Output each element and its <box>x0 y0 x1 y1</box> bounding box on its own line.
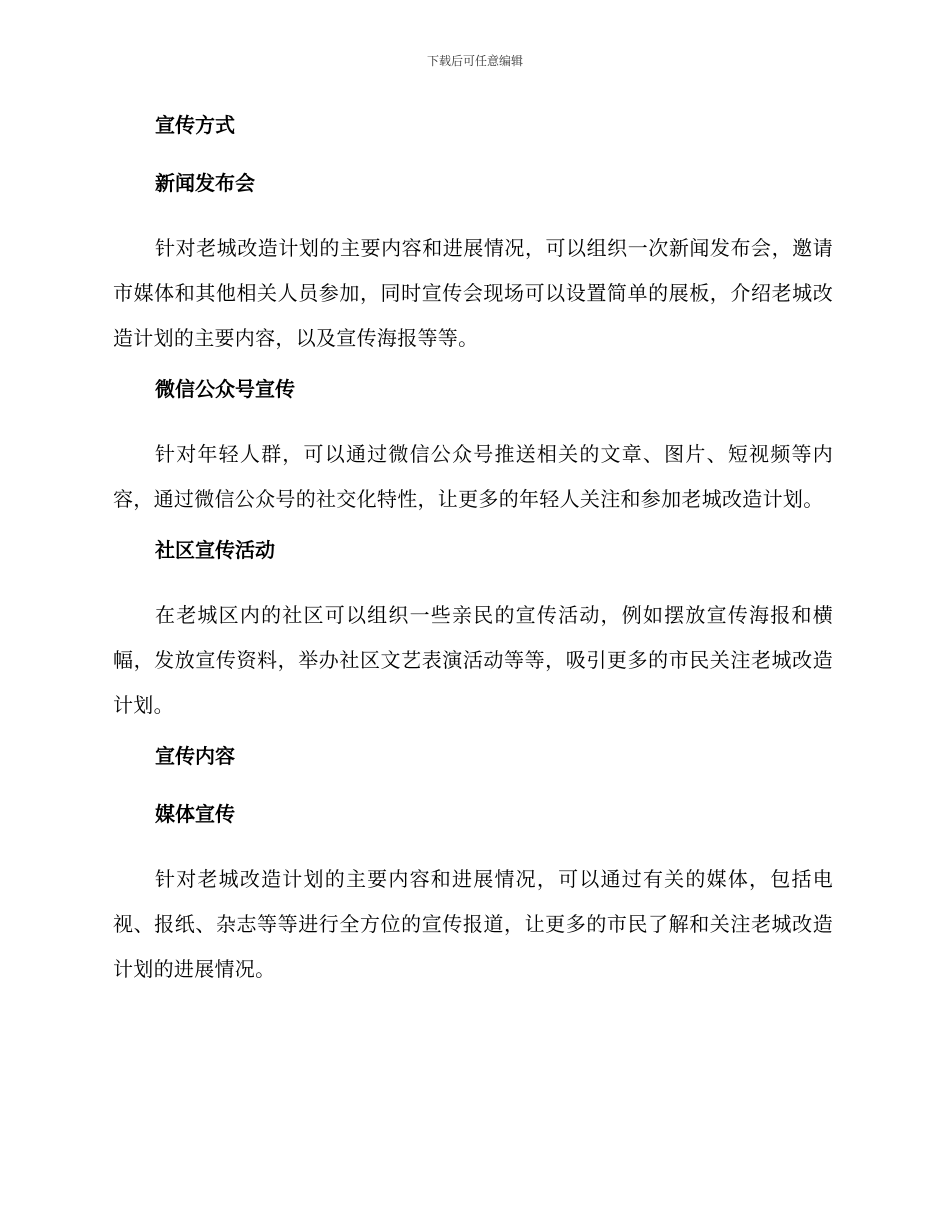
subsection-heading-press-conference: 新闻发布会 <box>155 171 255 195</box>
document-body <box>113 110 833 1005</box>
subsection-heading-media: 媒体宣传 <box>155 802 235 826</box>
section-heading-publicity-methods: 宣传方式 <box>155 113 235 137</box>
paragraph-media: 针对老城改造计划的主要内容和进展情况，可以通过有关的媒体，包括电视、报纸、杂志等等进行全方位的宣传报道，让更多的市民了解和关注老城改造计划的进展情况。 <box>113 867 833 981</box>
section-heading-publicity-content: 宣传内容 <box>155 744 235 768</box>
subsection-heading-community: 社区宣传活动 <box>155 538 275 562</box>
subsection-heading-wechat: 微信公众号宣传 <box>155 377 295 401</box>
paragraph-press-conference: 针对老城改造计划的主要内容和进展情况，可以组织一次新闻发布会，邀请市媒体和其他相关人员参加，同时宣传会现场可以设置简单的展板，介绍老城改造计划的主要内容，以及宣传海报等等。 <box>113 236 833 350</box>
paragraph-wechat: 针对年轻人群，可以通过微信公众号推送相关的文章、图片、短视频等内容，通过微信公众号的社交化特性，让更多的年轻人关注和参加老城改造计划。 <box>113 442 833 511</box>
page-header: 下载后可任意编辑 <box>426 54 523 68</box>
paragraph-community: 在老城区内的社区可以组织一些亲民的宣传活动，例如摆放宣传海报和横幅，发放宣传资料，举办社区文艺表演活动等等，吸引更多的市民关注老城改造计划。 <box>113 603 833 717</box>
